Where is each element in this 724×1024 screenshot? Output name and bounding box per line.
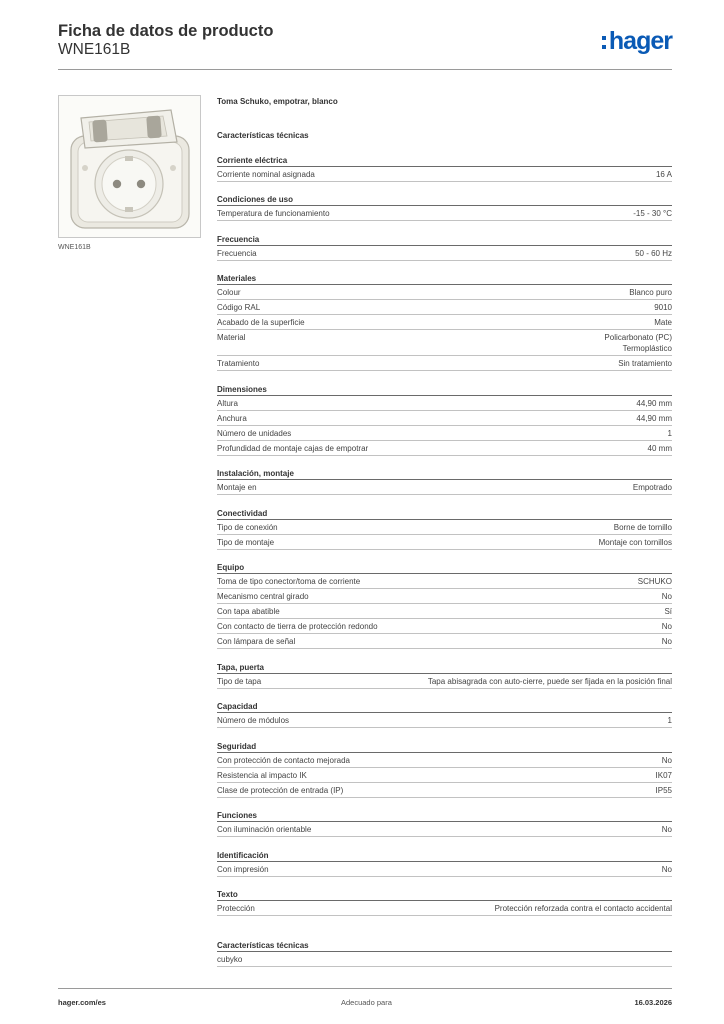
spec-label: Tipo de montaje bbox=[217, 537, 275, 547]
tech-heading: Características técnicas bbox=[217, 131, 309, 140]
spec-label: Número de unidades bbox=[217, 428, 292, 438]
spec-value: Sí bbox=[664, 607, 672, 616]
spec-row bbox=[217, 285, 672, 300]
spec-value: 1 bbox=[667, 716, 672, 725]
spec-row bbox=[217, 768, 672, 783]
spec-group bbox=[217, 468, 672, 495]
spec-row bbox=[217, 634, 672, 649]
spec-row bbox=[217, 246, 672, 261]
spec-group bbox=[217, 850, 672, 877]
spec-label: Resistencia al impacto IK bbox=[217, 770, 307, 780]
spec-group-title: Tapa, puerta bbox=[217, 662, 672, 674]
spec-value: IP55 bbox=[655, 785, 672, 795]
spec-groups bbox=[217, 155, 672, 917]
spec-value: No bbox=[661, 755, 672, 765]
spec-label: Frecuencia bbox=[217, 248, 257, 258]
spec-row bbox=[217, 713, 672, 728]
logo-wordmark: hager bbox=[608, 27, 672, 55]
spec-label: Tratamiento bbox=[217, 359, 260, 368]
spec-group-title: Identificación bbox=[217, 850, 672, 862]
spec-value: Montaje con tornillos bbox=[598, 537, 672, 547]
spec-label: Montaje en bbox=[217, 483, 257, 492]
product-description: Toma Schuko, empotrar, blanco bbox=[217, 97, 338, 106]
spec-row bbox=[217, 520, 672, 535]
spec-row bbox=[217, 862, 672, 877]
spec-label: Acabado de la superficie bbox=[217, 318, 305, 327]
spec-row bbox=[217, 441, 672, 456]
spec-value: Empotrado bbox=[632, 483, 672, 492]
spec-row bbox=[217, 952, 672, 967]
spec-row bbox=[217, 753, 672, 768]
spec-label: Corriente nominal asignada bbox=[217, 169, 315, 179]
page-header bbox=[58, 22, 672, 70]
spec-group-title: Corriente eléctrica bbox=[217, 155, 672, 167]
image-caption: WNE161B bbox=[58, 244, 91, 251]
spec-group-title: Materiales bbox=[217, 273, 672, 285]
spec-group-title: Conectividad bbox=[217, 508, 672, 520]
spec-group bbox=[217, 889, 672, 916]
footer-divider bbox=[58, 988, 672, 989]
spec-group-title: Condiciones de uso bbox=[217, 194, 672, 206]
spec-value: No bbox=[661, 864, 672, 874]
spec-label: Mecanismo central girado bbox=[217, 592, 309, 601]
spec-content bbox=[217, 96, 672, 967]
spec-label: cubyko bbox=[217, 955, 243, 964]
spec-value: 9010 bbox=[654, 303, 672, 312]
spec-label: Código RAL bbox=[217, 303, 261, 312]
spec-group-title: Texto bbox=[217, 889, 672, 901]
product-reference: WNE161B bbox=[58, 41, 131, 58]
spec-value: Protección reforzada contra el contacto accidental bbox=[494, 904, 672, 913]
spec-group bbox=[217, 810, 672, 837]
spec-row bbox=[217, 330, 672, 356]
spec-value: -15 - 30 °C bbox=[633, 209, 672, 218]
spec-label: Con protección de contacto mejorada bbox=[217, 755, 350, 765]
spec-label: Con tapa abatible bbox=[217, 607, 280, 616]
spec-value: No bbox=[661, 637, 672, 646]
spec-group bbox=[217, 508, 672, 550]
spec-group bbox=[217, 234, 672, 261]
spec-value: No bbox=[661, 592, 672, 601]
spec-label: Altura bbox=[217, 398, 238, 408]
spec-label: Con lámpara de señal bbox=[217, 637, 296, 646]
spec-row bbox=[217, 589, 672, 604]
spec-value: Blanco puro bbox=[629, 288, 672, 297]
spec-value: Borne de tornillo bbox=[613, 522, 672, 532]
spec-value: 16 A bbox=[655, 169, 672, 179]
spec-row bbox=[217, 396, 672, 411]
spec-label: Profundidad de montaje cajas de empotrar bbox=[217, 443, 369, 453]
spec-label: Clase de protección de entrada (IP) bbox=[217, 785, 344, 795]
spec-value: IK07 bbox=[655, 770, 672, 780]
spec-label: Temperatura de funcionamiento bbox=[217, 209, 330, 218]
spec-row bbox=[217, 619, 672, 634]
spec-label: Con impresión bbox=[217, 864, 269, 874]
spec-group-title: Dimensiones bbox=[217, 384, 672, 396]
spec-row bbox=[217, 315, 672, 330]
spec-value: 44,90 mm bbox=[636, 398, 672, 408]
spec-value: 50 - 60 Hz bbox=[635, 248, 672, 258]
spec-row bbox=[217, 674, 672, 689]
spec-group bbox=[217, 194, 672, 221]
spec-value: Policarbonato (PC) Termoplástico bbox=[604, 333, 672, 353]
spec-group-title: Funciones bbox=[217, 810, 672, 822]
spec-row bbox=[217, 822, 672, 837]
spec-label: Toma de tipo conector/toma de corriente bbox=[217, 577, 361, 586]
spec-value: Sin tratamiento bbox=[618, 359, 672, 368]
spec-group-title: Equipo bbox=[217, 562, 672, 574]
spec-label: Anchura bbox=[217, 413, 247, 423]
spec-label: Material bbox=[217, 333, 246, 342]
spec-value: 44,90 mm bbox=[636, 413, 672, 423]
document-title: Ficha de datos de producto bbox=[58, 22, 274, 40]
spec-value: No bbox=[661, 622, 672, 631]
spec-row bbox=[217, 356, 672, 371]
spec-group-title: Frecuencia bbox=[217, 234, 672, 246]
spec-value: 40 mm bbox=[647, 443, 672, 453]
spec-label: Tipo de conexión bbox=[217, 522, 278, 532]
spec-value: Tapa abisagrada con auto-cierre, puede ser fijada en la posición final bbox=[427, 676, 672, 686]
spec-value: Mate bbox=[654, 318, 672, 327]
spec-row bbox=[217, 411, 672, 426]
header-divider bbox=[58, 69, 672, 70]
spec-group bbox=[217, 384, 672, 456]
spec-label: Colour bbox=[217, 288, 241, 297]
logo-dots-icon bbox=[602, 36, 606, 49]
spec-group bbox=[217, 662, 672, 689]
spec-row bbox=[217, 535, 672, 550]
spec-row bbox=[217, 901, 672, 916]
footer-suitable-for: Adecuado para bbox=[341, 998, 392, 1007]
spec-group bbox=[217, 562, 672, 649]
spec-label: Con iluminación orientable bbox=[217, 825, 312, 834]
spec-group-title: Seguridad bbox=[217, 741, 672, 753]
spec-row bbox=[217, 426, 672, 441]
spec-group-tech2 bbox=[217, 940, 672, 967]
spec-value: No bbox=[661, 825, 672, 834]
footer-website[interactable]: hager.com/es bbox=[58, 998, 106, 1007]
spec-label: Protección bbox=[217, 904, 255, 913]
spec-label: Con contacto de tierra de protección redondo bbox=[217, 622, 378, 631]
spec-group bbox=[217, 701, 672, 728]
spec-group-title: Capacidad bbox=[217, 701, 672, 713]
spec-group bbox=[217, 155, 672, 182]
schuko-socket-icon bbox=[59, 96, 200, 237]
spec-value: SCHUKO bbox=[637, 577, 672, 586]
spec-group-title: Características técnicas bbox=[217, 940, 672, 952]
product-image bbox=[58, 95, 201, 238]
spec-group bbox=[217, 741, 672, 798]
spec-row bbox=[217, 300, 672, 315]
spec-row bbox=[217, 167, 672, 182]
spec-group-title: Instalación, montaje bbox=[217, 468, 672, 480]
spec-row bbox=[217, 480, 672, 495]
spec-row bbox=[217, 574, 672, 589]
spec-label: Tipo de tapa bbox=[217, 676, 262, 686]
spec-row bbox=[217, 783, 672, 798]
spec-label: Número de módulos bbox=[217, 716, 290, 725]
spec-row bbox=[217, 604, 672, 619]
spec-row bbox=[217, 206, 672, 221]
spec-group bbox=[217, 273, 672, 371]
footer-date: 16.03.2026 bbox=[634, 998, 672, 1007]
spec-value: 1 bbox=[667, 428, 672, 438]
hager-logo[interactable] bbox=[602, 28, 672, 54]
